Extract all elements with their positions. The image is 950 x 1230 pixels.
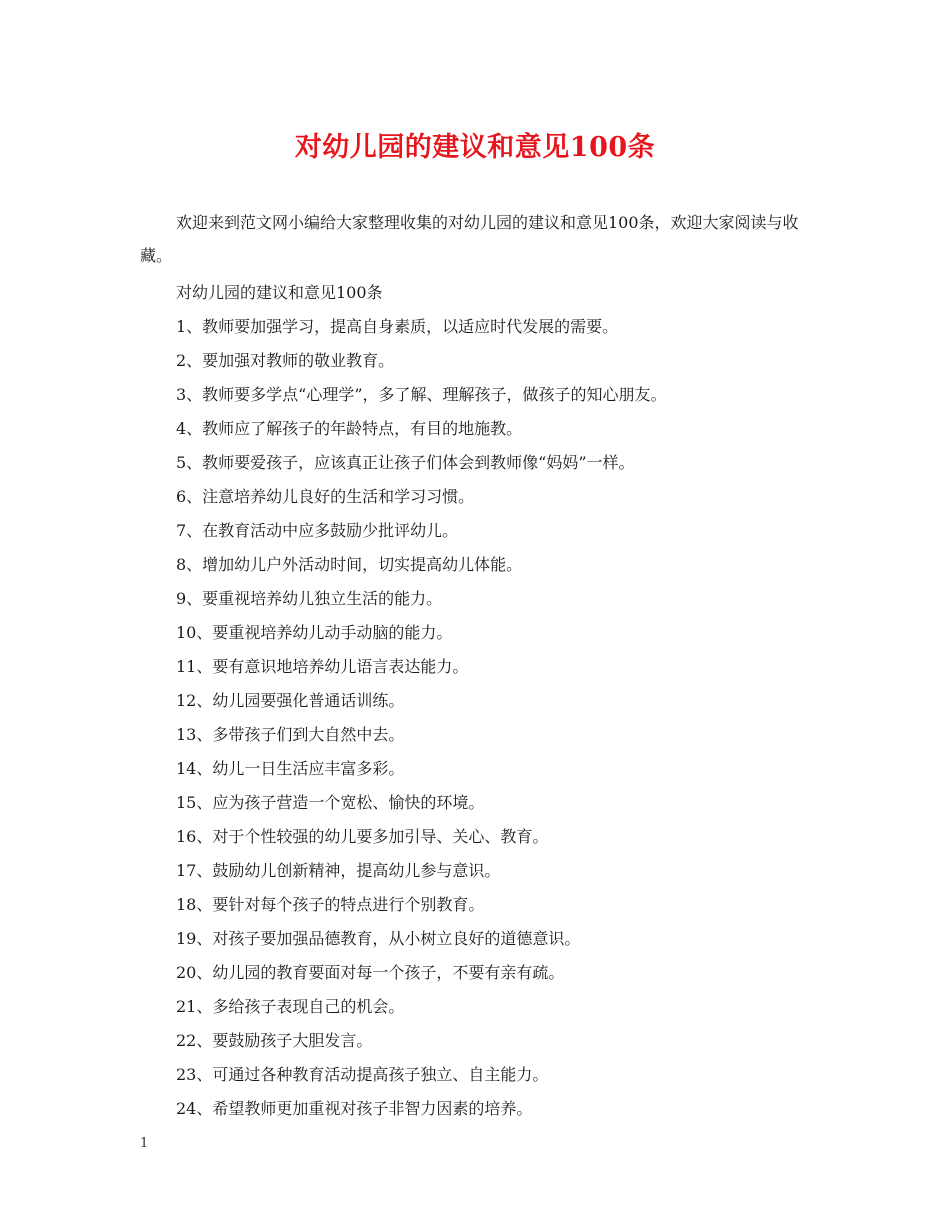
document-title: 对幼儿园的建议和意见100条 — [294, 132, 656, 163]
list-item: 23、可通过各种教育活动提高孩子独立、自主能力。 — [176, 1065, 549, 1084]
suggestion-list — [176, 310, 667, 1126]
list-item: 11、要有意识地培养幼儿语言表达能力。 — [176, 657, 469, 676]
list-item: 2、要加强对教师的敬业教育。 — [176, 351, 395, 370]
list-item: 10、要重视培养幼儿动手动脑的能力。 — [176, 623, 453, 642]
list-item: 8、增加幼儿户外活动时间，切实提高幼儿体能。 — [176, 555, 523, 574]
list-item: 17、鼓励幼儿创新精神，提高幼儿参与意识。 — [176, 861, 501, 880]
list-item: 22、要鼓励孩子大胆发言。 — [176, 1031, 373, 1050]
subheading: 对幼儿园的建议和意见100条 — [176, 283, 383, 302]
list-item: 7、在教育活动中应多鼓励少批评幼儿。 — [176, 521, 459, 540]
list-item: 24、希望教师更加重视对孩子非智力因素的培养。 — [176, 1099, 533, 1118]
list-item: 13、多带孩子们到大自然中去。 — [176, 725, 405, 744]
list-item: 1、教师要加强学习，提高自身素质，以适应时代发展的需要。 — [176, 317, 619, 336]
list-item: 18、要针对每个孩子的特点进行个别教育。 — [176, 895, 485, 914]
list-item: 3、教师要多学点“心理学”，多了解、理解孩子，做孩子的知心朋友。 — [176, 385, 667, 404]
list-item: 16、对于个性较强的幼儿要多加引导、关心、教育。 — [176, 827, 549, 846]
list-item: 6、注意培养幼儿良好的生活和学习习惯。 — [176, 487, 475, 506]
list-item: 20、幼儿园的教育要面对每一个孩子，不要有亲有疏。 — [176, 963, 565, 982]
list-item: 14、幼儿一日生活应丰富多彩。 — [176, 759, 405, 778]
list-item: 4、教师应了解孩子的年龄特点，有目的地施教。 — [176, 419, 523, 438]
list-item: 9、要重视培养幼儿独立生活的能力。 — [176, 589, 443, 608]
list-item: 5、教师要爱孩子，应该真正让孩子们体会到教师像“妈妈”一样。 — [176, 453, 635, 472]
list-item: 15、应为孩子营造一个宽松、愉快的环境。 — [176, 793, 485, 812]
page-number: 1 — [140, 1136, 149, 1151]
intro-paragraph: 欢迎来到范文网小编给大家整理收集的对幼儿园的建议和意见100条，欢迎大家阅读与收藏。 — [140, 213, 799, 265]
list-item: 21、多给孩子表现自己的机会。 — [176, 997, 405, 1016]
list-item: 12、幼儿园要强化普通话训练。 — [176, 691, 405, 710]
list-item: 19、对孩子要加强品德教育，从小树立良好的道德意识。 — [176, 929, 581, 948]
